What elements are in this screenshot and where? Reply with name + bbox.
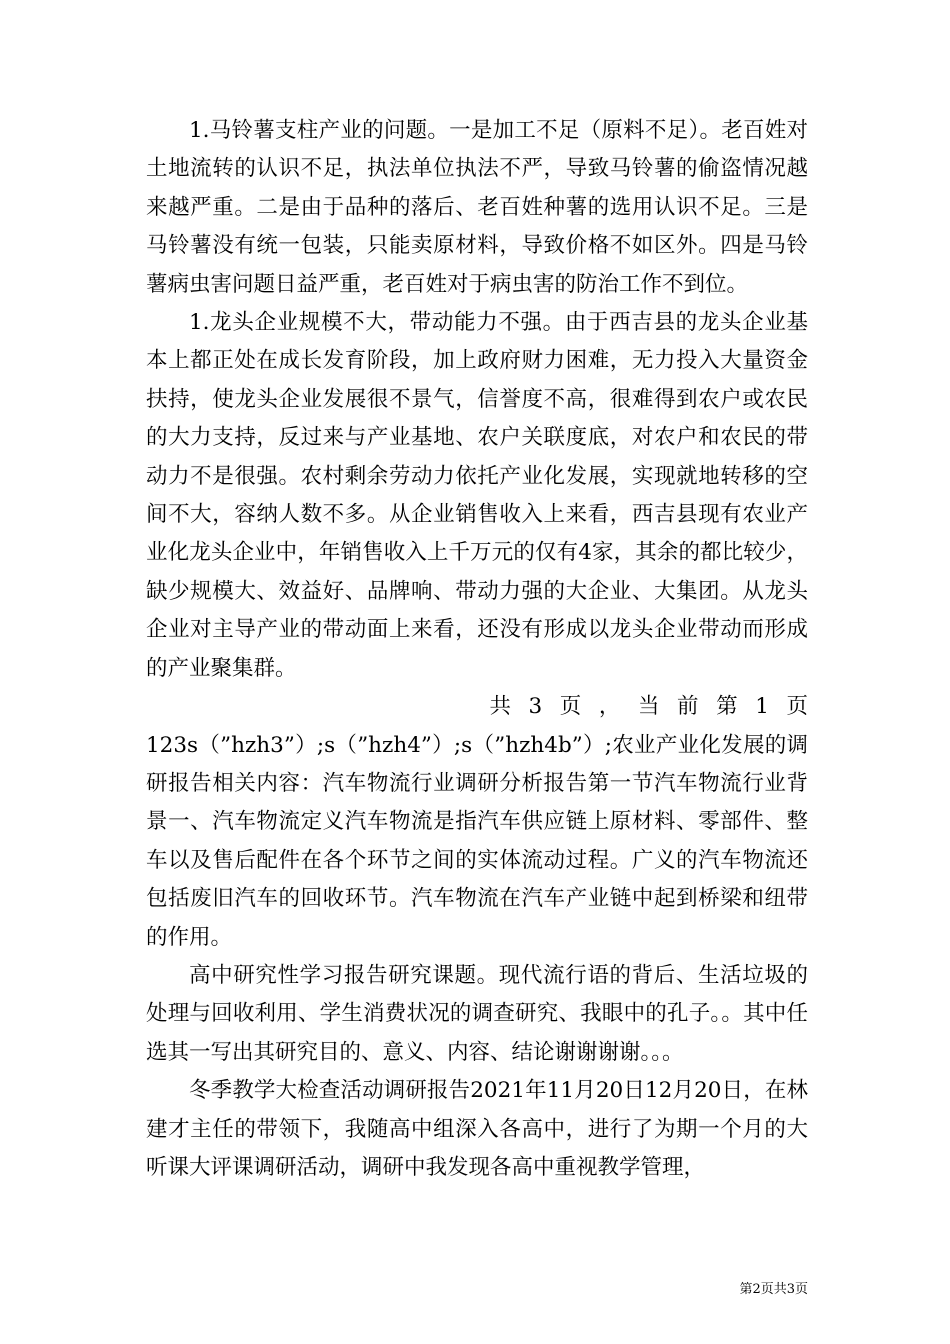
paragraph-leading-enterprises: 1.龙头企业规模不大，带动能力不强。由于西吉县的龙头企业基本上都正处在成长发育阶段，加上政府财力困难，无力投入大量资金扶持，使龙头企业发展很不景气，信誉度不高，很难得到农户或农民的大力支持，反过来与产业基地、农户关联度底，对农户和农民的带动力不是很强。农村剩余劳动力依托产业化发展，实现就地转移的空间不大，容纳人数不多。从企业销售收入上来看，西吉县现有农业产业化龙头企业中，年销售收入上千万元的仅有4家，其余的都比较少，缺少规模大、效益好、品牌响、带动力强的大企业、大集团。从龙头企业对主导产业的带动面上来看，还没有形成以龙头企业带动而形成的产业聚集群。 bbox=[146, 310, 808, 681]
paragraph-potato-industry: 1.马铃薯支柱产业的问题。一是加工不足（原料不足）。老百姓对土地流转的认识不足，执法单位执法不严，导致马铃薯的偷盗情况越来越严重。二是由于品种的落后、老百姓种薯的选用认识不足。三是马铃薯没有统一包装，只能卖原材料，导致价格不如区外。四是马铃薯病虫害问题日益严重，老百姓对于病虫害的防治工作不到位。 bbox=[146, 118, 808, 297]
document-body bbox=[146, 112, 808, 1187]
paragraph-research-study: 高中研究性学习报告研究课题。现代流行语的背后、生活垃圾的处理与回收利用、学生消费状况的调查研究、我眼中的孔子。。其中任选其一写出其研究目的、意义、内容、结论谢谢谢谢。。。 bbox=[146, 962, 808, 1065]
paragraph-winter-inspection: 冬季教学大检查活动调研报告2021年11月20日12月20日，在林建才主任的带领下，我随高中组深入各高中，进行了为期一个月的大听课大评课调研活动，调研中我发现各高中重视教学管理， bbox=[146, 1078, 808, 1180]
page-footer: 第2页共3页 bbox=[739, 1282, 808, 1297]
paragraph-auto-logistics: 123s（”hzh3”）;s（”hzh4”）;s（”hzh4b”）;农业产业化发展的调研报告相关内容：汽车物流行业调研分析报告第一节汽车物流行业背景一、汽车物流定义汽车物流是指汽车供应链上原材料、零部件、整车以及售后配件在各个环节之间的实体流动过程。广义的汽车物流还包括废旧汽车的回收环节。汽车物流在汽车产业链中起到桥梁和纽带的作用。 bbox=[146, 732, 808, 950]
page-counter: 共 3 页 ， 当 前 第 1 页 bbox=[489, 694, 808, 720]
